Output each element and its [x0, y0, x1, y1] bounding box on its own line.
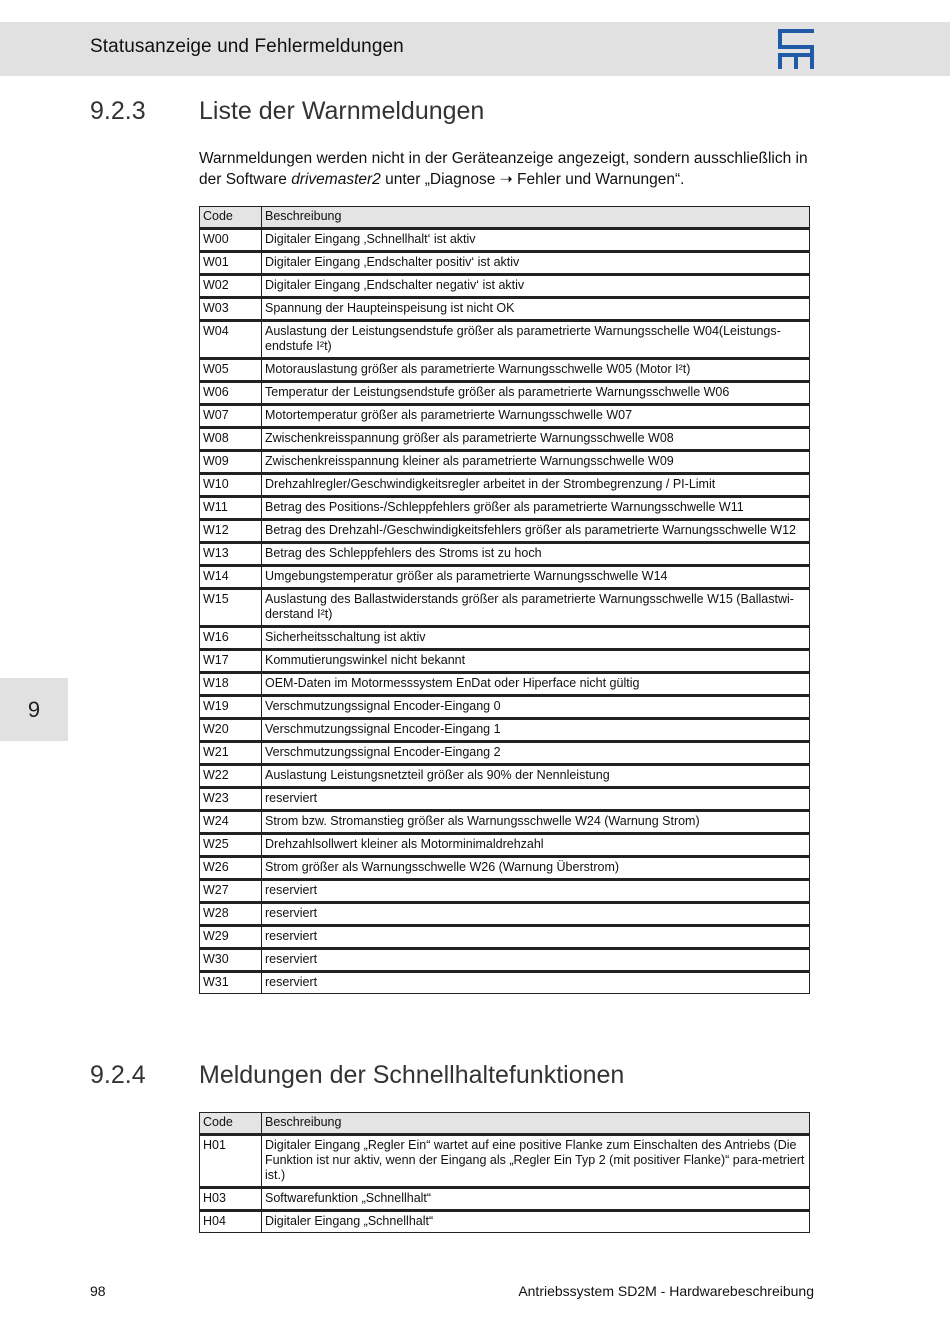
table-row	[200, 811, 810, 834]
message-description: Digitaler Eingang „Schnellhalt“	[262, 1211, 810, 1233]
chapter-tab-label: 9	[27, 696, 41, 722]
message-code: W11	[200, 497, 262, 520]
message-code: W20	[200, 719, 262, 742]
message-description: Digitaler Eingang ‚Endschalter positiv‘ ist aktiv	[262, 252, 810, 275]
table-row	[200, 543, 810, 566]
message-description: Betrag des Schleppfehlers des Stroms ist zu hoch	[262, 543, 810, 566]
message-code: W27	[200, 880, 262, 903]
message-description: reserviert	[262, 788, 810, 811]
message-description: Drehzahlsollwert kleiner als Motorminimaldrehzahl	[262, 834, 810, 857]
table-row	[200, 627, 810, 650]
message-code: W26	[200, 857, 262, 880]
document-title: Antriebssystem SD2M - Hardwarebeschreibung	[518, 1283, 814, 1299]
message-description: Temperatur der Leistungsendstufe größer als parametrierte Warnungsschwelle W06	[262, 382, 810, 405]
message-description: Auslastung der Leistungsendstufe größer als parametrierte Warnungsschelle W04(Leistungs-endstufe I²t)	[262, 321, 810, 359]
table-row	[200, 926, 810, 949]
message-code: W03	[200, 298, 262, 321]
table-row	[200, 451, 810, 474]
page-number: 98	[90, 1283, 106, 1299]
software-name: drivemaster2	[291, 171, 381, 188]
table-row	[200, 834, 810, 857]
table-row	[200, 359, 810, 382]
intro-text-3: Fehler und Warnungen“.	[512, 171, 685, 188]
column-header-code: Code	[200, 207, 262, 229]
message-code: W19	[200, 696, 262, 719]
table-row	[200, 696, 810, 719]
table-row	[200, 673, 810, 696]
message-code: W23	[200, 788, 262, 811]
message-code: W30	[200, 949, 262, 972]
message-code: W31	[200, 972, 262, 994]
message-code: W07	[200, 405, 262, 428]
message-description: Strom größer als Warnungsschwelle W26 (Warnung Überstrom)	[262, 857, 810, 880]
message-description: Umgebungstemperatur größer als parametrierte Warnungsschwelle W14	[262, 566, 810, 589]
table-row	[200, 903, 810, 926]
message-code: W00	[200, 229, 262, 252]
message-description: Kommutierungswinkel nicht bekannt	[262, 650, 810, 673]
table-row	[200, 949, 810, 972]
message-code: W05	[200, 359, 262, 382]
message-code: W15	[200, 589, 262, 627]
message-description: Sicherheitsschaltung ist aktiv	[262, 627, 810, 650]
message-code: W17	[200, 650, 262, 673]
table-header-row	[200, 207, 810, 229]
message-description: Verschmutzungssignal Encoder-Eingang 1	[262, 719, 810, 742]
column-header-code: Code	[200, 1113, 262, 1135]
message-description: reserviert	[262, 972, 810, 994]
company-logo-icon	[778, 29, 814, 69]
table-row	[200, 880, 810, 903]
message-description: reserviert	[262, 926, 810, 949]
message-code: W22	[200, 765, 262, 788]
table-row	[200, 765, 810, 788]
table-row	[200, 321, 810, 359]
message-code: W02	[200, 275, 262, 298]
message-code: W01	[200, 252, 262, 275]
message-description: Betrag des Positions-/Schleppfehlers größer als parametrierte Warnungsschwelle W11	[262, 497, 810, 520]
table-row	[200, 650, 810, 673]
message-description: Zwischenkreisspannung kleiner als parametrierte Warnungsschwelle W09	[262, 451, 810, 474]
header-title: Statusanzeige und Fehlermeldungen	[90, 36, 404, 57]
message-description: Auslastung des Ballastwiderstands größer als parametrierte Warnungsschwelle W15 (Ballastwi-derstand I²t)	[262, 589, 810, 627]
table-row	[200, 1211, 810, 1233]
message-description: Motortemperatur größer als parametrierte Warnungsschwelle W07	[262, 405, 810, 428]
table-row	[200, 857, 810, 880]
message-description: Verschmutzungssignal Encoder-Eingang 2	[262, 742, 810, 765]
chapter-tab	[0, 678, 68, 741]
message-description: Zwischenkreisspannung größer als parametrierte Warnungsschwelle W08	[262, 428, 810, 451]
intro-paragraph	[199, 148, 819, 190]
table-row	[200, 972, 810, 994]
message-code: W28	[200, 903, 262, 926]
message-description: reserviert	[262, 949, 810, 972]
table-row	[200, 382, 810, 405]
column-header-description: Beschreibung	[262, 207, 810, 229]
message-code: W16	[200, 627, 262, 650]
section-number: 9.2.3	[90, 97, 146, 125]
table-row	[200, 275, 810, 298]
table-row	[200, 497, 810, 520]
table-row	[200, 1135, 810, 1188]
message-code: W24	[200, 811, 262, 834]
message-description: Drehzahlregler/Geschwindigkeitsregler arbeitet in der Strombegrenzung / PI-Limit	[262, 474, 810, 497]
arrow-right-icon: ➝	[499, 171, 513, 188]
table-row	[200, 788, 810, 811]
table-row	[200, 742, 810, 765]
table-row	[200, 405, 810, 428]
message-description: Spannung der Haupteinspeisung ist nicht OK	[262, 298, 810, 321]
message-description: Auslastung Leistungsnetzteil größer als 90% der Nennleistung	[262, 765, 810, 788]
message-description: Verschmutzungssignal Encoder-Eingang 0	[262, 696, 810, 719]
message-code: W13	[200, 543, 262, 566]
message-code: W08	[200, 428, 262, 451]
message-description: Motorauslastung größer als parametrierte Warnungsschwelle W05 (Motor I²t)	[262, 359, 810, 382]
warnings-table	[199, 206, 810, 994]
table-row	[200, 589, 810, 627]
message-code: W21	[200, 742, 262, 765]
message-description: Softwarefunktion „Schnellhalt“	[262, 1188, 810, 1211]
message-code: W29	[200, 926, 262, 949]
message-description: OEM-Daten im Motormesssystem EnDat oder Hiperface nicht gültig	[262, 673, 810, 696]
table-header-row	[200, 1113, 810, 1135]
message-description: Digitaler Eingang ‚Endschalter negativ‘ ist aktiv	[262, 275, 810, 298]
table-row	[200, 719, 810, 742]
message-description: Digitaler Eingang ‚Schnellhalt‘ ist aktiv	[262, 229, 810, 252]
message-code: W14	[200, 566, 262, 589]
intro-text-2: unter „Diagnose	[380, 171, 500, 188]
table-row	[200, 229, 810, 252]
message-description: reserviert	[262, 880, 810, 903]
message-code: W06	[200, 382, 262, 405]
section-number: 9.2.4	[90, 1061, 146, 1089]
quickstop-table	[199, 1112, 810, 1233]
column-header-description: Beschreibung	[262, 1113, 810, 1135]
table-row	[200, 566, 810, 589]
table-row	[200, 474, 810, 497]
message-description: Betrag des Drehzahl-/Geschwindigkeitsfehlers größer als parametrierte Warnungsschwelle W12	[262, 520, 810, 543]
table-row	[200, 1188, 810, 1211]
message-code: H04	[200, 1211, 262, 1233]
section-title: Liste der Warnmeldungen	[199, 97, 485, 125]
table-row	[200, 520, 810, 543]
table-row	[200, 298, 810, 321]
message-code: W25	[200, 834, 262, 857]
message-code: W04	[200, 321, 262, 359]
message-description: reserviert	[262, 903, 810, 926]
message-description: Digitaler Eingang „Regler Ein“ wartet auf eine positive Flanke zum Einschalten des Antriebs (Die Funktion ist nur aktiv, wenn der Eingang als „Regler Ein Typ 2 (mit positiver Flanke)“ para-metriert ist.)	[262, 1135, 810, 1188]
message-code: H03	[200, 1188, 262, 1211]
message-code: H01	[200, 1135, 262, 1188]
table-row	[200, 252, 810, 275]
table-row	[200, 428, 810, 451]
message-description: Strom bzw. Stromanstieg größer als Warnungsschwelle W24 (Warnung Strom)	[262, 811, 810, 834]
message-code: W12	[200, 520, 262, 543]
message-code: W09	[200, 451, 262, 474]
message-code: W10	[200, 474, 262, 497]
section-title: Meldungen der Schnellhaltefunktionen	[199, 1061, 625, 1089]
message-code: W18	[200, 673, 262, 696]
intro-text: Warnmeldungen werden nicht in der Geräteanzeige angezeigt, sondern ausschließlich in der Software	[199, 150, 808, 188]
